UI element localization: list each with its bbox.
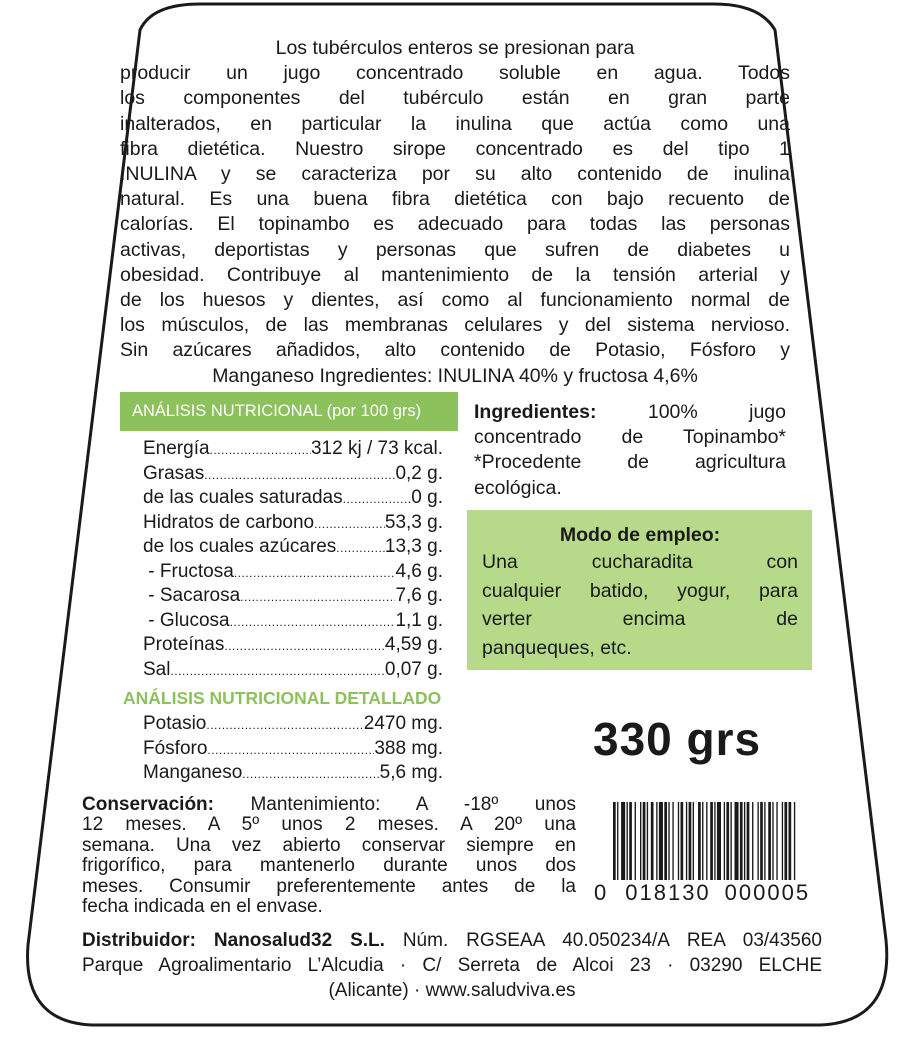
barcode-bar — [640, 802, 641, 880]
ingredients-label: Ingredientes: — [474, 401, 597, 423]
description-line: Sin azúcares añadidos, alto contenido de Potasio, Fósforo y — [120, 339, 790, 362]
nutrient-name: - Sacarosa — [143, 585, 241, 606]
barcode-digit-start: 0 — [594, 880, 608, 905]
dot-leader — [224, 639, 385, 653]
barcode-bar — [613, 802, 616, 880]
barcode-bar — [664, 802, 667, 880]
description-line: de los huesos y dientes, así como al funcionamiento normal de — [120, 289, 790, 312]
conservation-label: Conservación: — [82, 794, 214, 815]
nutrient-value: 4,59 g. — [384, 634, 443, 655]
nutrient-value: 53,3 g. — [384, 511, 443, 533]
nutrition-row — [143, 487, 443, 512]
detailed-nutrition-table — [143, 713, 443, 787]
dot-leader — [207, 743, 374, 757]
detailed-nutrition-row — [143, 713, 443, 738]
usage-line: Una cucharadita con — [482, 551, 798, 573]
barcode-bar — [621, 802, 625, 880]
description-line: activas, deportistas y personas que sufren de diabetes u — [120, 238, 790, 261]
nutrient-name: Proteínas — [143, 634, 225, 655]
barcode-bar — [686, 802, 687, 880]
ingredients-text: 100% jugo concentrado de Topinambo* *Procedente de agricultura ecológica. — [474, 401, 786, 499]
barcode-bar — [735, 802, 739, 880]
barcode-bar — [710, 802, 713, 880]
conservation-line: fecha indicada en el envase. — [82, 896, 323, 918]
nutrient-value: 13,3 g. — [384, 536, 443, 557]
barcode-bar — [772, 802, 773, 880]
dot-leader — [343, 492, 412, 506]
nutrient-name: Hidratos de carbono — [143, 511, 315, 533]
footer-line-1 — [82, 928, 822, 953]
nutrient-name: - Fructosa — [143, 560, 234, 582]
dot-leader — [314, 517, 385, 531]
nutrient-value: 5,6 mg. — [379, 762, 443, 783]
detailed-nutrition-title: ANÁLISIS NUTRICIONAL DETALLADO — [123, 688, 442, 708]
barcode-bar — [681, 802, 684, 880]
barcode-bar — [726, 802, 729, 880]
conservation-line — [82, 795, 576, 815]
description-line: producir un jugo concentrado soluble en agua. Todos — [120, 62, 790, 85]
barcode — [613, 802, 849, 880]
registry-info: Núm. RGSEAA 40.050234/A REA 03/43560 — [384, 930, 822, 951]
barcode-bar — [744, 802, 745, 880]
nutrition-row — [143, 512, 443, 537]
barcode-bar — [782, 802, 783, 880]
conservation-line: meses. Consumir preferentemente antes de la — [82, 875, 576, 897]
nutrition-header: ANÁLISIS NUTRICIONAL (por 100 grs) — [120, 392, 458, 431]
nutrient-value: 4,6 g. — [395, 560, 443, 582]
barcode-bar — [693, 802, 694, 880]
nutrient-value: 7,6 g. — [395, 585, 443, 606]
barcode-bar — [760, 802, 763, 880]
description-line: los músculos, de las membranas celulares y del sistema nervioso. — [120, 314, 790, 337]
distributor-label: Distribuidor: Nanosalud32 S.L. — [82, 930, 385, 951]
dot-leader — [240, 590, 395, 604]
barcode-bar — [617, 802, 618, 880]
barcode-bar — [730, 802, 731, 880]
nutrient-name: - Glucosa — [143, 609, 230, 631]
barcode-bar — [784, 802, 787, 880]
description-line: INULINA y se caracteriza por su alto contenido de inulina — [120, 163, 790, 186]
nutrient-value: 0,07 g. — [384, 658, 443, 680]
usage-line: cualquier batido, yogur, para — [482, 579, 798, 602]
barcode-bar — [635, 802, 636, 880]
nutrition-row — [143, 561, 443, 586]
description-line: inalterados, en particular la inulina que actúa como una — [120, 112, 790, 135]
usage-box — [467, 510, 812, 670]
barcode-bar — [702, 802, 703, 880]
barcode-bar — [672, 802, 673, 880]
footer-address: Parque Agroalimentario L’Alcudia · C/ Serreta de Alcoi 23 · 03290 ELCHE — [82, 955, 822, 976]
dot-leader — [170, 664, 384, 678]
ingredients-block — [474, 400, 786, 501]
detailed-nutrition-row — [143, 762, 443, 787]
dot-leader — [234, 566, 396, 580]
nutrient-name: Manganeso — [143, 762, 243, 783]
detailed-nutrition-row — [143, 738, 443, 763]
barcode-bar — [794, 802, 795, 880]
net-weight: 330 grs — [593, 713, 762, 765]
barcode-bar — [668, 802, 669, 880]
nutrition-row — [143, 463, 443, 488]
dot-leader — [204, 468, 395, 482]
dot-leader — [242, 767, 379, 781]
nutrition-table — [143, 438, 443, 683]
barcode-number — [594, 880, 844, 906]
usage-text — [482, 548, 798, 662]
footer-website: (Alicante) · www.saludviva.es — [328, 980, 576, 1001]
barcode-bar — [789, 802, 792, 880]
barcode-bar — [706, 802, 707, 880]
description-line: fibra dietética. Nuestro sirope concentrado es del tipo 1 — [120, 137, 790, 160]
nutrition-row — [143, 659, 443, 684]
nutrient-value: 312 kj / 73 kcal. — [310, 438, 443, 459]
nutrition-row — [143, 438, 443, 463]
barcode-bar — [689, 802, 692, 880]
nutrient-value: 1,1 g. — [395, 609, 443, 631]
nutrition-row — [143, 634, 443, 659]
dot-leader — [336, 541, 385, 555]
barcode-bar — [752, 802, 753, 880]
description-line: los componentes del tubérculo están en gran parte — [120, 87, 790, 110]
barcode-bar — [724, 802, 725, 880]
nutrient-name: Grasas — [143, 462, 205, 484]
nutrient-name: de las cuales saturadas — [143, 487, 343, 508]
description-line: Los tubérculos enteros se presionan para — [275, 37, 635, 59]
nutrient-name: Potasio — [143, 713, 207, 734]
barcode-digits-left: 018130 — [625, 880, 711, 905]
barcode-bar — [717, 802, 721, 880]
barcode-bar — [627, 802, 628, 880]
nutrient-name: de los cuales azúcares — [143, 536, 337, 557]
barcode-bar — [768, 802, 771, 880]
nutrient-value: 0,2 g. — [395, 462, 443, 484]
barcode-bar — [764, 802, 765, 880]
conservation-block — [82, 795, 576, 917]
barcode-bar — [757, 802, 758, 880]
description-line: Manganeso Ingredientes: INULINA 40% y fructosa 4,6% — [212, 364, 698, 387]
usage-line: panqueques, etc. — [482, 636, 632, 659]
barcode-bar — [714, 802, 715, 880]
dot-leader — [230, 615, 396, 629]
description-line: calorías. El topinambo es adecuado para todas las personas — [120, 213, 790, 236]
nutrition-row — [143, 585, 443, 610]
barcode-bar — [740, 802, 743, 880]
nutrient-value: 0 g. — [411, 487, 443, 508]
barcode-bar — [747, 802, 750, 880]
barcode-digits-right: 000005 — [724, 880, 811, 905]
product-description — [120, 36, 790, 389]
nutrient-name: Fósforo — [143, 737, 208, 759]
nutrition-row — [143, 610, 443, 635]
usage-title: Modo de empleo: — [559, 524, 721, 546]
dot-leader — [206, 718, 363, 732]
conservation-line: frigorífico, para mantenerlo durante unos dos — [82, 855, 576, 877]
conservation-text: Mantenimiento: A -18º unos — [213, 794, 576, 815]
description-line: obesidad. Contribuye al mantenimiento de la tensión arterial y — [120, 263, 790, 286]
barcode-bar — [678, 802, 679, 880]
nutrient-value: 2470 mg. — [363, 713, 443, 734]
barcode-bar — [776, 802, 777, 880]
barcode-bar — [659, 802, 663, 880]
barcode-bar — [651, 802, 654, 880]
nutrient-name: Energía — [143, 438, 210, 459]
nutrient-name: Sal — [143, 658, 171, 680]
usage-line: verter encima de — [482, 608, 798, 630]
conservation-line: 12 meses. A 5º unos 2 meses. A 20º una — [82, 814, 576, 836]
nutrient-value: 388 mg. — [374, 737, 443, 759]
barcode-bar — [643, 802, 646, 880]
description-line: natural. Es una buena fibra dietética con bajo recuento de — [120, 188, 790, 211]
nutrition-row — [143, 536, 443, 561]
barcode-bar — [647, 802, 648, 880]
barcode-bar — [698, 802, 701, 880]
distributor-footer — [82, 928, 822, 1003]
dot-leader — [210, 443, 311, 457]
barcode-bar — [656, 802, 657, 880]
conservation-line: semana. Una vez abierto conservar siempre en — [82, 834, 576, 856]
barcode-bar — [629, 802, 632, 880]
